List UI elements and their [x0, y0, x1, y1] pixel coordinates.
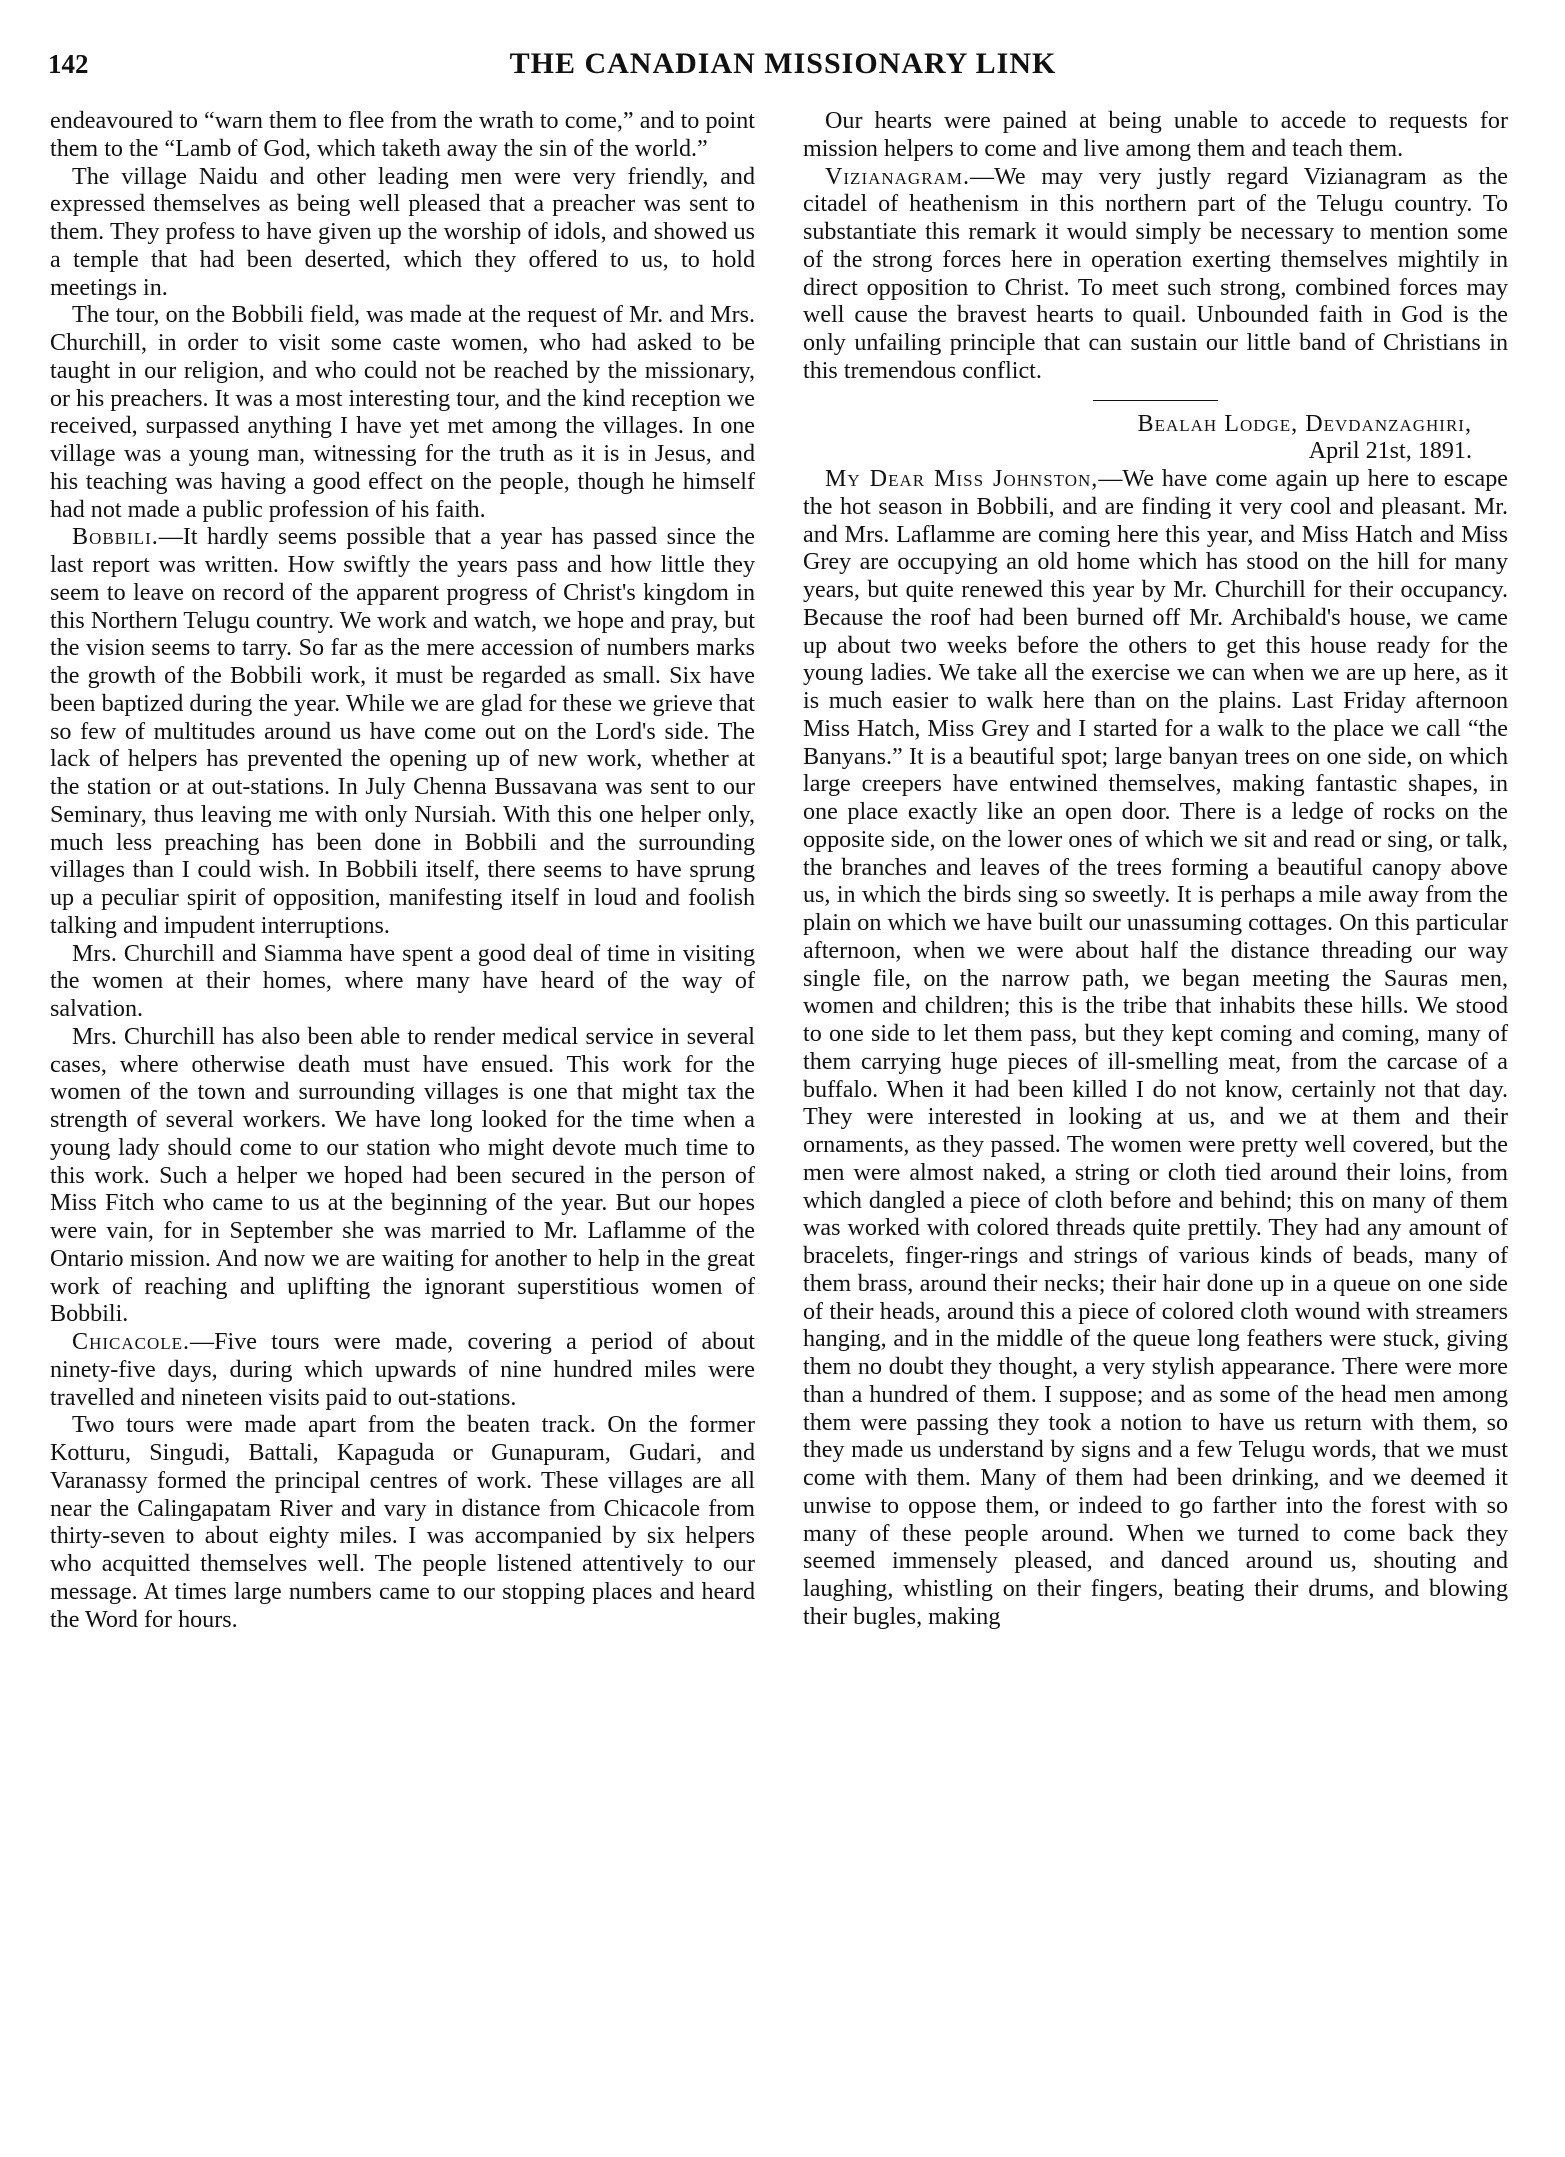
- section-heading: Vizianagram.: [825, 163, 970, 190]
- page-header: [48, 45, 1518, 91]
- letter-body: —We have come again up here to escape the hot season in Bobbili, and are finding it very cool and pleasant. Mr. and Mrs. Laflamme are coming here this year, and Miss Hatch and Miss Grey are occupying an old home which has stood on the hill for many years, but quite renewed this year by Mr. Churchill for their occupancy. Because the roof had been burned off Mr. Archibald's house, we came up about two weeks before the others to get this house ready for the young ladies. We take all the exercise we can when we are up here, as it is much easier to walk here than on the plains. Last Friday afternoon Miss Hatch, Miss Grey and I started for a walk to the place we call “the Banyans.” It is a beautiful spot; large banyan trees on one side, on which large creepers have entwined themselves, making fantastic shapes, in one place exactly like an open door. There is a ledge of rocks on the opposite side, on the lower ones of which we sit and read or sing, or talk, the branches and leaves of the trees forming a beautiful canopy above us, in which the birds sing so sweetly. It is perhaps a mile away from the plain on which we have built our unassuming cottages. On this particular afternoon, when we were about half the distance threading our way single file, on the narrow path, we began meeting the Sauras men, women and children; this is the tribe that inhabits these hills. We stood to one side to let them pass, but they kept coming and coming, many of them carrying huge pieces of ill-smelling meat, from the carcase of a buffalo. When it had been killed I do not know, certainly not that day. They were interested in looking at us, and we at them and their ornaments, as they passed. The women were pretty well covered, but the men were almost naked, a string or cloth tied around their loins, from which dangled a piece of cloth before and behind; this on many of them was worked with colored threads quite prettily. They had any amount of bracelets, finger-rings and strings of various kinds of beads, many of them brass, around their necks; their hair done up in a queue on one side of their heads, around this a piece of colored cloth wound with streamers hanging, and in the middle of the queue long feathers were stuck, giving them no doubt they thought, a very stylish appearance. There were more than a hundred of them. I suppose; and as some of the head men among them were passing they took a notion to have us return with them, so they made us understand by signs and a few Telugu words, that we must come with them. Many of them had been drinking, and we deemed it unwise to oppose them, or indeed to go farther into the forest with so many of these people around. When we turned to come back they seemed immensely pleased, and danced around us, shouting and laughing, whistling on their fingers, beating their drums, and blowing their bugles, making: [803, 466, 1508, 1630]
- section-heading: Chicacole.: [72, 1329, 191, 1355]
- paragraph: Two tours were made apart from the beaten track. On the former Kotturu, Singudi, Battali, Kapaguda or Gunapuram, Gudari, and Varanassy formed the principal centres of work. These villages are all near the Calingapatam River and vary in distance from Chicacole from thirty-seven to about eighty miles. I was accompanied by six helpers who acquitted themselves well. The people listened attentively to our message. At times large numbers came to our stopping places and heard the Word for hours.: [50, 1412, 755, 1633]
- running-title: THE CANADIAN MISSIONARY LINK: [509, 47, 1057, 80]
- paragraph: The tour, on the Bobbili field, was made at the request of Mr. and Mrs. Churchill, in order to visit some caste women, who had asked to be taught in our religion, and who could not be reached by the missionary, or his preachers. It was a most interesting tour, and the kind reception we received, surpassed anything I have yet met among the villages. In one village was a young man, witnessing for the truth as it is in Jesus, and his teaching was having a good effect on the people, though he himself had not made a public profession of his faith.: [50, 302, 755, 523]
- section-text: —Five tours were made, covering a period of about ninety-five days, during which upwards of nine hundred miles were travelled and nineteen visits paid to out-stations.: [50, 1329, 755, 1411]
- paragraph: endeavoured to “warn them to flee from the wrath to come,” and to point them to the “Lamb of God, which taketh away the sin of the world.”: [50, 108, 755, 162]
- section-vizianagram: [803, 164, 1508, 386]
- dateline-place: Bealah Lodge, Devdanzaghiri,: [1137, 410, 1472, 437]
- section-text: —We may very justly regard Vizianagram as the citadel of heathenism in this northern part of the Telugu country. To substantiate this remark it would simply be necessary to mention some of the strong forces here in operation exerting themselves mightily in direct opposition to Christ. To meet such strong, combined forces may well cause the bravest hearts to quail. Unbounded faith in God is the only unfailing principle that can sustain our little band of Christians in this tremendous conflict.: [803, 163, 1508, 384]
- section-bobbili: [50, 524, 755, 940]
- paragraph: Mrs. Churchill has also been able to render medical service in several cases, where otherwise death must have ensued. This work for the women of the town and surrounding villages is one that might tax the strength of several workers. We have long looked for the time when a young lady should come to our station who might devote much time to this work. Such a helper we hoped had been secured in the person of Miss Fitch who came to us at the beginning of the year. But our hopes were vain, for in September she was married to Mr. Laflamme of the Ontario mission. And now we are waiting for another to help in the great work of reaching and uplifting the ignorant superstitious women of Bobbili.: [50, 1023, 755, 1328]
- paragraph: Our hearts were pained at being unable to accede to requests for mission helpers to come and live among them and teach them.: [803, 108, 1508, 162]
- section-text: —It hardly seems possible that a year has passed since the last report was written. How swiftly the years pass and how little they seem to leave on record of the apparent progress of Christ's kingdom in this Northern Telugu country. We work and watch, we hope and pray, but the vision seems to tarry. So far as the mere accession of numbers marks the growth of the Bobbili work, it must be regarded as small. Six have been baptized during the year. While we are glad for these we grieve that so few of multitudes around us have come out on the Lord's side. The lack of helpers has prevented the opening up of new work, whether at the station or at out-stations. In July Chenna Bussavana was sent to our Seminary, thus leaving me with only Nursiah. With this one helper only, much less preaching has been done in Bobbili and the surrounding villages than I could wish. In Bobbili itself, there seems to have sprung up a peculiar spirit of opposition, manifesting itself in loud and foolish talking and impudent interruptions.: [50, 524, 755, 939]
- left-column: [50, 108, 755, 1634]
- paragraph: The village Naidu and other leading men were very friendly, and expressed themselves as being well pleased that a preacher was sent to them. They profess to have given up the worship of idols, and showed us a temple that had been deserted, which they offered to us, to hold meetings in.: [50, 163, 755, 301]
- right-column: [803, 108, 1508, 1632]
- section-divider: [1093, 400, 1218, 401]
- letter-paragraph: [803, 466, 1508, 1632]
- section-chicacole: [50, 1329, 755, 1412]
- section-heading: Bobbili.: [72, 524, 159, 551]
- paragraph: Mrs. Churchill and Siamma have spent a good deal of time in visiting the women at their homes, where many have heard of the way of salvation.: [50, 940, 755, 1022]
- letter-dateline: [803, 411, 1508, 467]
- letter-salutation: My Dear Miss Johnston,: [825, 466, 1099, 492]
- dateline-date: April 21st, 1891.: [1308, 438, 1472, 465]
- page-number: 142: [48, 49, 89, 79]
